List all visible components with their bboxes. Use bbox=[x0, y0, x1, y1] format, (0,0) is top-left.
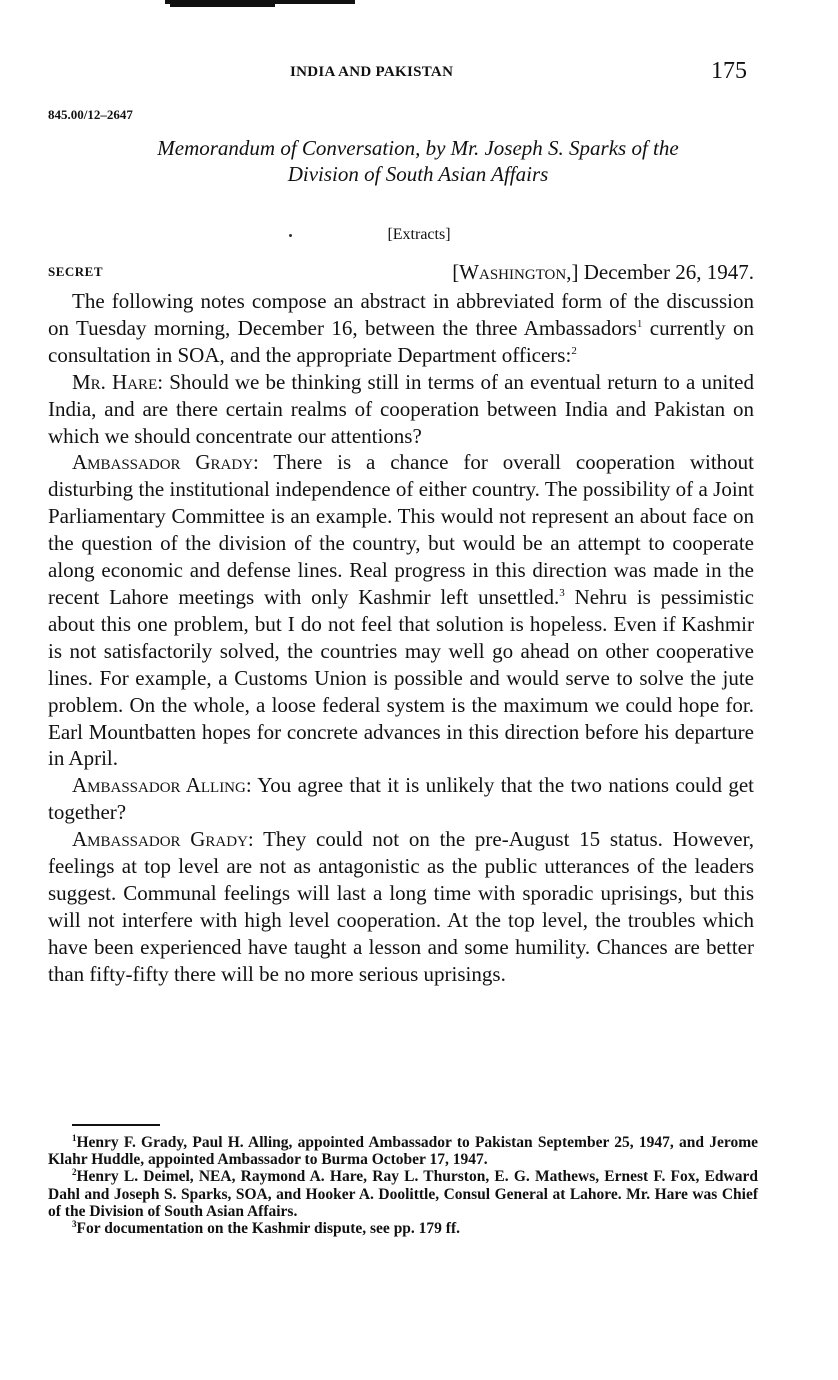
memorandum-body bbox=[48, 288, 754, 988]
footnote-ref-3: 3 bbox=[559, 586, 565, 599]
page-number: 175 bbox=[711, 58, 747, 84]
paragraph-text: They could not on the pre-August 15 status. However, feelings at top level are not as antagonistic as the public utterances of the leaders suggest. Communal feelings will last a long time with sporadic uprisings, but this will not interfere with high level cooperation. At the top level, the troubles which have been experienced have taught a lesson and some humility. Chances are better than fifty-fifty there will be no more serious uprisings. bbox=[48, 827, 755, 986]
footnote-ref-1: 1 bbox=[636, 317, 643, 330]
paragraph-hare bbox=[48, 369, 754, 450]
footnote-mark: 2 bbox=[72, 1167, 77, 1178]
document-title-line-2: Division of South Asian Affairs bbox=[287, 162, 549, 186]
intro-paragraph bbox=[48, 288, 754, 369]
dateline-date: December 26, 1947. bbox=[583, 260, 754, 284]
extracts-label: [Extracts] bbox=[387, 226, 451, 243]
intro-text-b: currently on consultation in SOA, and the appropriate Department officers: bbox=[48, 315, 755, 367]
intro-text-a: The following notes compose an abstract in abbreviated form of the discussion on Tuesday morning, December 16, between the three Ambassadors bbox=[48, 289, 754, 340]
classification-label: SECRET bbox=[48, 264, 104, 279]
top-edge-rule-thick bbox=[170, 0, 275, 7]
paragraph-text: There is a chance for overall cooperation without disturbing the institutional independence of either country. The possibility of a Joint Parliamentary Committee is an example. This would not represent an about face on the question of the division of the country, but would be an attempt to cooperate along economic and defense lines. Real progress in this direction was made in the recent Lahore meetings with only Kashmir left unsettled. bbox=[48, 450, 755, 609]
paragraph-alling bbox=[48, 772, 754, 826]
speaker-label: Ambassador Grady: bbox=[72, 450, 259, 475]
footnote-text: Henry L. Deimel, NEA, Raymond A. Hare, Ray L. Thurston, E. G. Mathews, Ernest F. Fox, Edward Dahl and Joseph S. Sparks, SOA, and Hooker A. Doolittle, Consul General at Lahore. Mr. Hare was Chief of the Division of South Asian Affairs. bbox=[48, 1168, 758, 1220]
speaker-label: Mr. Hare: bbox=[72, 369, 164, 394]
footnote-rule bbox=[72, 1124, 160, 1126]
paragraph-text-continued: Nehru is pessimistic about this one problem, but I do not feel that solution is hopeless. Even if Kashmir is not satisfactorily solved, the countries may well go ahead on other cooperative lines. For example, a Customs Union is possible and would serve to solve the jute problem. On the whole, a loose federal system is the maximum we could hope for. Earl Mountbatten hopes for concrete advances in this direction before his departure in April. bbox=[48, 584, 754, 771]
footnote-ref-2: 2 bbox=[571, 344, 577, 357]
footnote-3 bbox=[48, 1220, 758, 1237]
paragraph-grady-1 bbox=[48, 449, 754, 772]
footnote-text: Henry F. Grady, Paul H. Alling, appointed Ambassador to Pakistan September 25, 1947, and Jerome Klahr Huddle, appointed Ambassador to Burma October 17, 1947. bbox=[48, 1134, 758, 1169]
speaker-label: Ambassador Grady: bbox=[72, 827, 254, 852]
footnote-2 bbox=[48, 1168, 758, 1220]
paragraph-grady-2 bbox=[48, 826, 754, 987]
document-title-line-1: Memorandum of Conversation, by Mr. Joseph S. Sparks of the bbox=[157, 136, 679, 160]
document-title bbox=[48, 135, 788, 187]
dateline bbox=[452, 260, 754, 285]
footnote-mark: 1 bbox=[72, 1133, 77, 1143]
footnote-1 bbox=[48, 1134, 758, 1168]
dateline-place: [Washington,] bbox=[452, 260, 579, 284]
paragraph-text: Should we be thinking still in terms of an eventual return to a united India, and are there certain realms of cooperation between India and Pakistan on which we should concentrate our attentions? bbox=[48, 369, 754, 448]
speaker-label: Ambassador Alling: bbox=[72, 773, 252, 798]
paragraph-text: You agree that it is unlikely that the two nations could get together? bbox=[48, 773, 754, 825]
file-number: 845.00/12–2647 bbox=[48, 107, 133, 122]
footnote-text: For documentation on the Kashmir dispute, see pp. 179 ff. bbox=[76, 1220, 461, 1238]
footnotes bbox=[48, 1134, 758, 1237]
footnote-mark: 3 bbox=[72, 1219, 77, 1230]
running-title: INDIA AND PAKISTAN bbox=[290, 64, 454, 80]
